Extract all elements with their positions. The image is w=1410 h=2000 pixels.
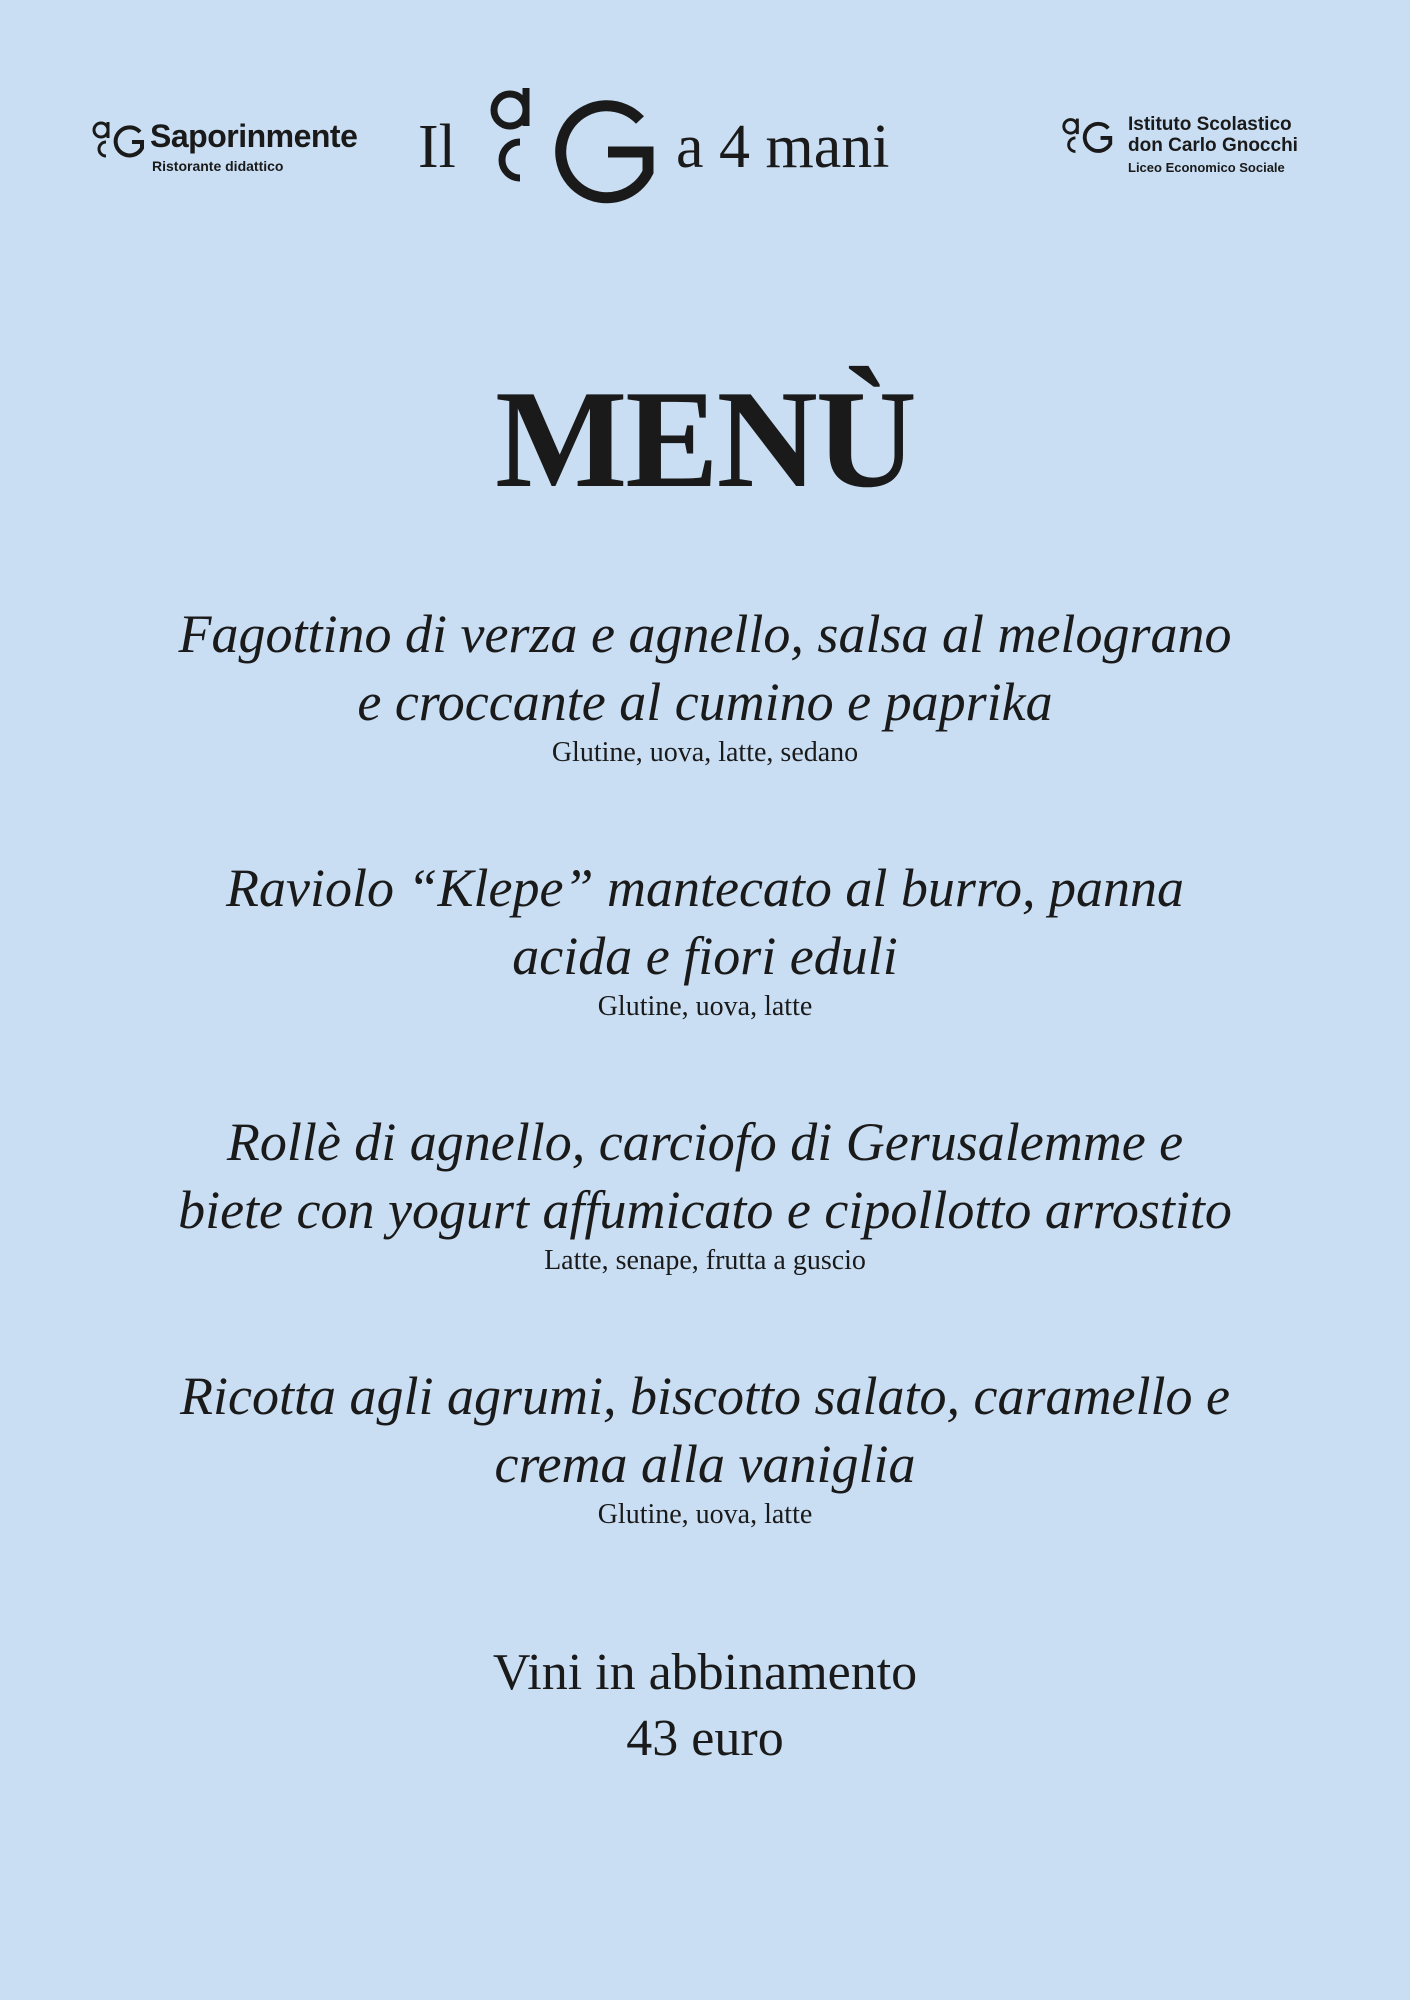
school-name-line3: Liceo Economico Sociale xyxy=(1128,160,1285,175)
course-name-line: Rollè di agnello, carciofo di Gerusalemme e xyxy=(226,1112,1184,1172)
wine-pairing-price: 43 euro xyxy=(626,1710,784,1767)
course-name xyxy=(125,1108,1285,1244)
header xyxy=(0,82,1410,222)
course-name xyxy=(125,1362,1285,1498)
event-title xyxy=(418,82,958,217)
school-logo xyxy=(1058,114,1358,184)
dg-school-logo-icon xyxy=(1058,114,1118,160)
course-name-line: Fagottino di verza e agnello, salsa al melograno xyxy=(178,604,1232,664)
course-allergens: Glutine, uova, latte xyxy=(597,991,813,1022)
brand-name: Saporinmente xyxy=(150,118,358,154)
school-name-line2: don Carlo Gnocchi xyxy=(1128,135,1298,156)
wine-pairing xyxy=(0,1640,1410,1772)
event-title-suffix: a 4 mani xyxy=(676,113,890,181)
saporinmente-logo xyxy=(88,118,388,178)
course-name-line: crema alla vaniglia xyxy=(494,1434,916,1494)
course-allergens: Latte, senape, frutta a guscio xyxy=(544,1245,866,1276)
course-name-line: biete con yogurt affumicato e cipollotto arrostito xyxy=(178,1180,1232,1240)
wine-pairing-label: Vini in abbinamento xyxy=(492,1644,918,1701)
course-item xyxy=(0,600,1410,770)
event-title-prefix: Il xyxy=(418,113,456,181)
course-name-line: acida e fiori eduli xyxy=(512,926,898,986)
course-name xyxy=(125,854,1285,990)
course-name xyxy=(125,600,1285,736)
course-item xyxy=(0,854,1410,1024)
course-allergens: Glutine, uova, latte xyxy=(597,1499,813,1530)
course-allergens: Glutine, uova, latte, sedano xyxy=(551,737,859,768)
dg-logo-icon xyxy=(88,118,150,164)
course-list xyxy=(0,600,1410,1616)
course-name-line: e croccante al cumino e paprika xyxy=(357,672,1053,732)
brand-subtitle: Ristorante didattico xyxy=(152,158,284,174)
course-item xyxy=(0,1108,1410,1278)
course-name-line: Ricotta agli agrumi, biscotto salato, caramello e xyxy=(180,1366,1230,1426)
course-item xyxy=(0,1362,1410,1532)
course-name-line: Raviolo “Klepe” mantecato al burro, panna xyxy=(226,858,1184,918)
menu-title: MENÙ xyxy=(495,362,915,517)
dg-big-logo-icon xyxy=(480,82,690,212)
school-name-line1: Istituto Scolastico xyxy=(1128,114,1292,135)
